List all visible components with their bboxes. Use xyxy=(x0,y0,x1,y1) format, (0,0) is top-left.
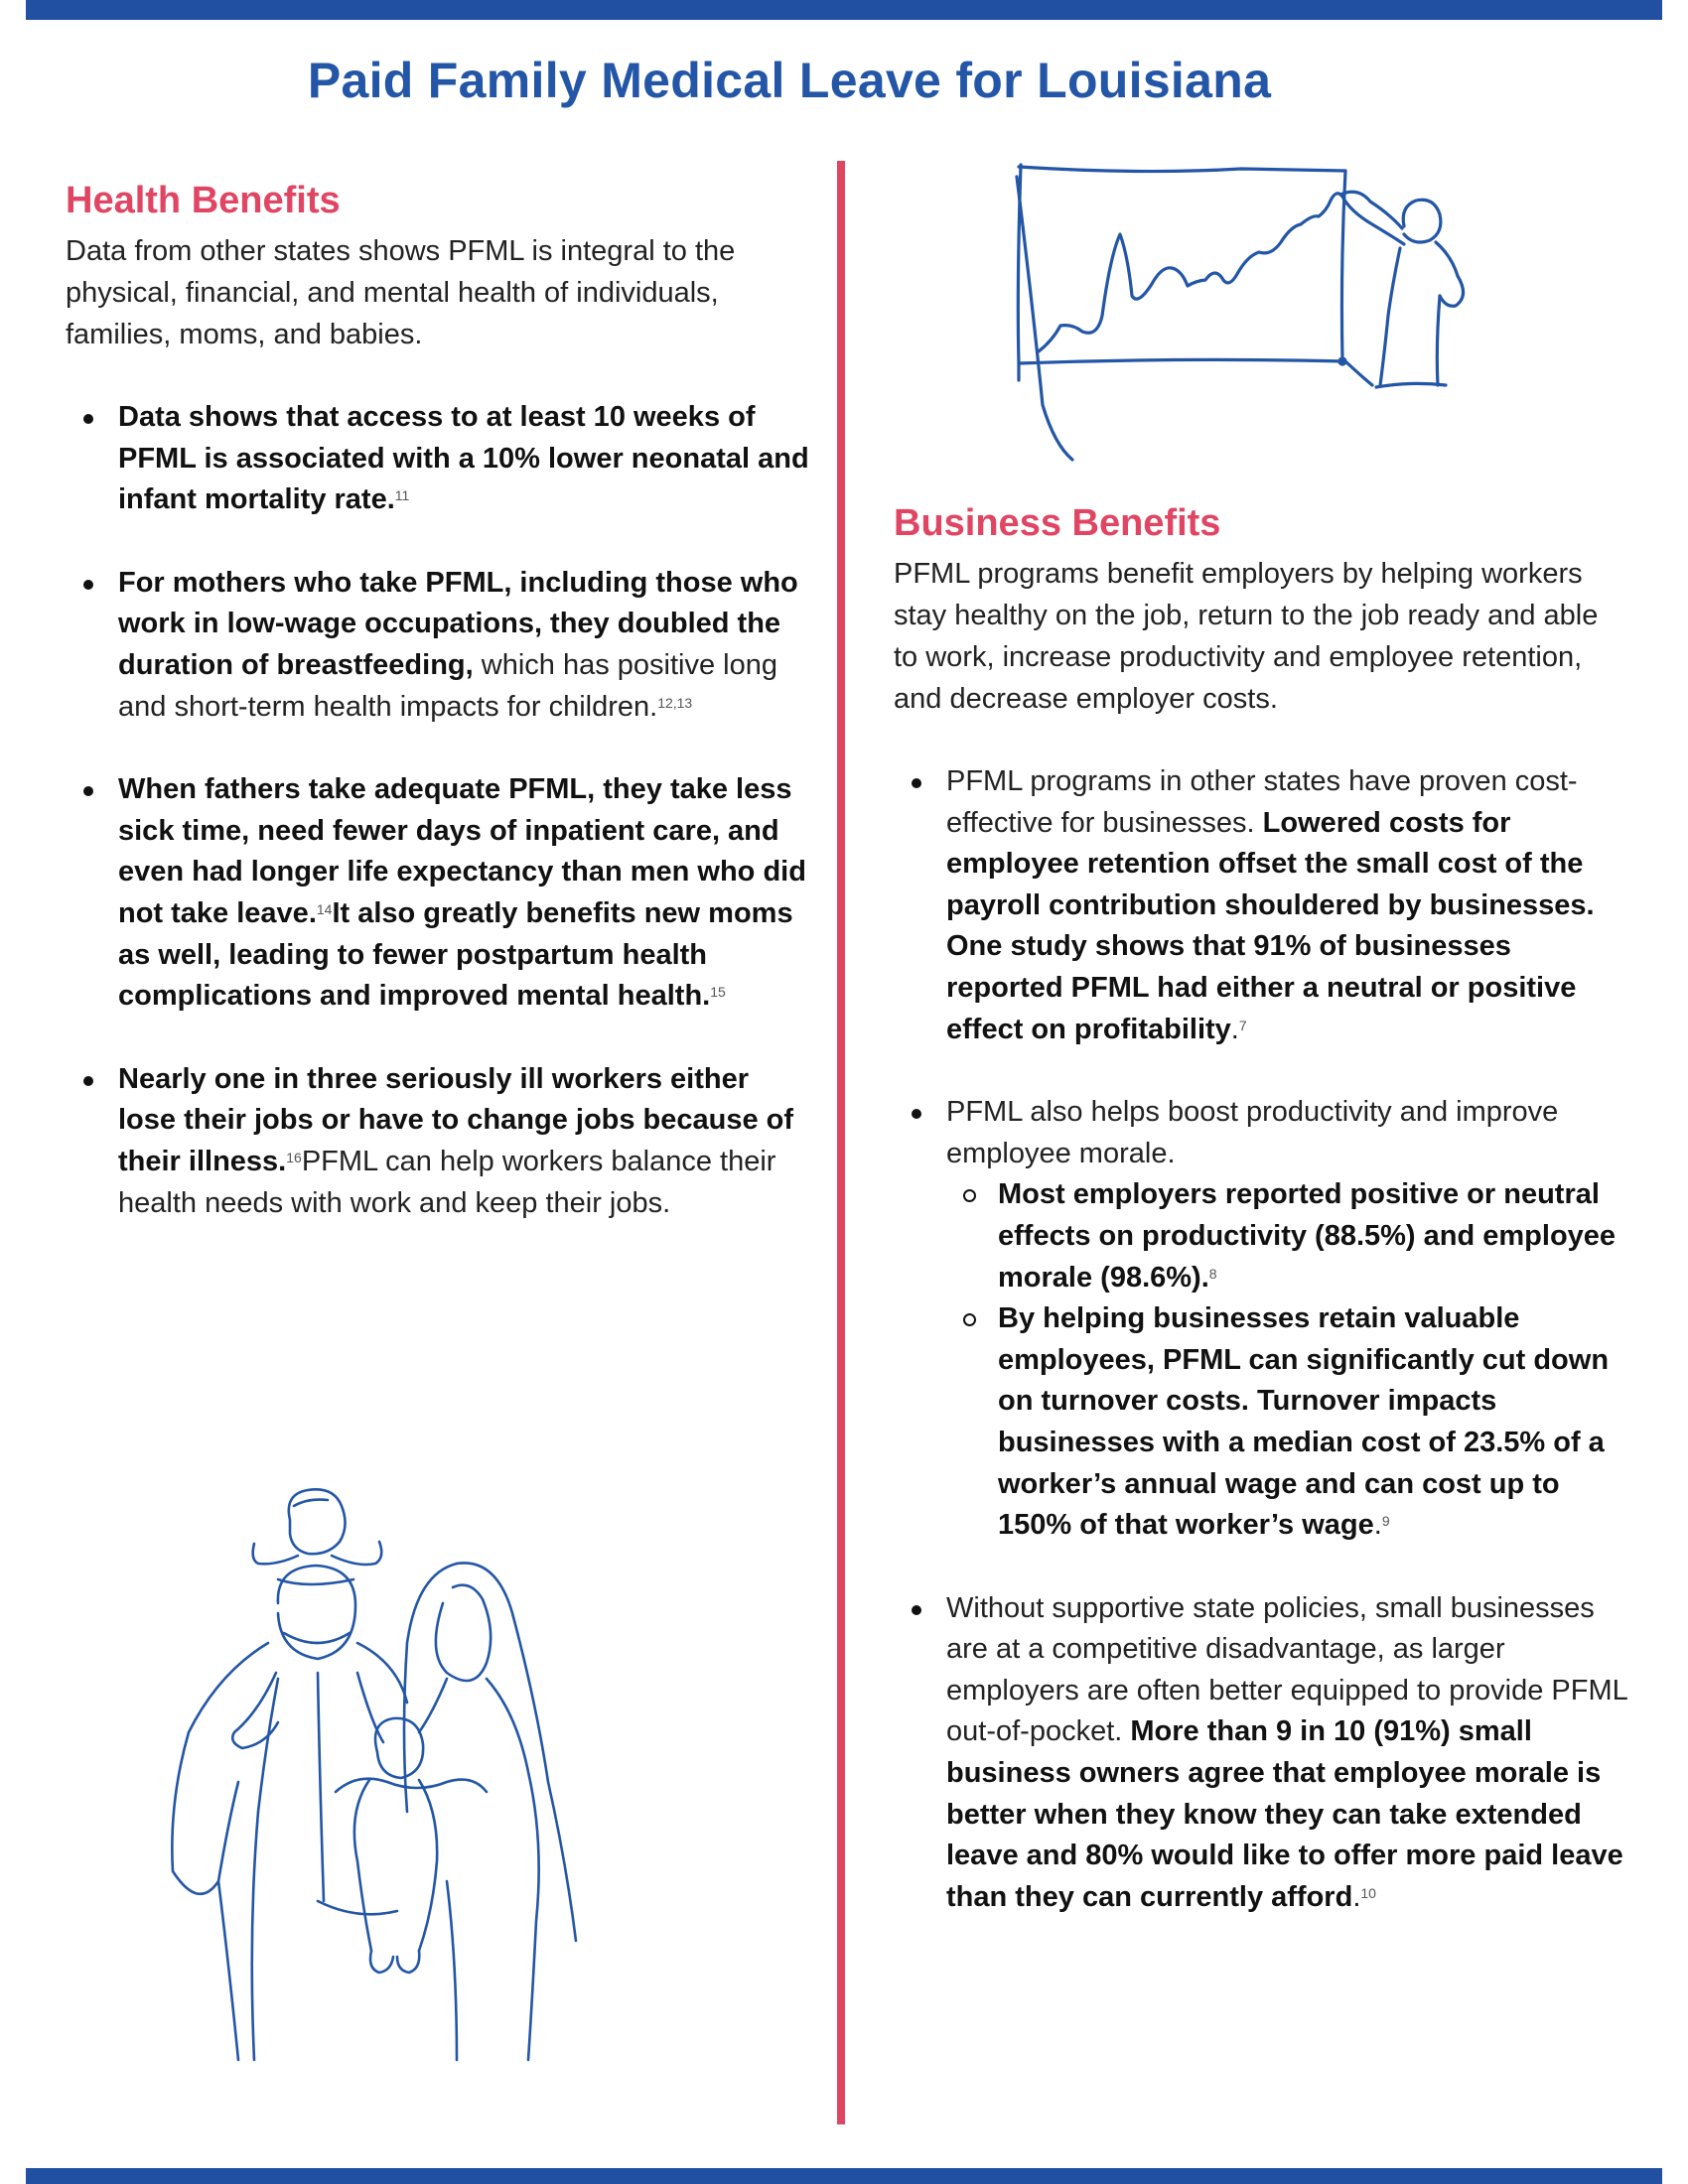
family-illustration xyxy=(159,1484,675,2070)
health-bullet-list xyxy=(66,397,810,1224)
bullet-tail: . xyxy=(1373,1509,1382,1542)
bullet-text: PFML programs in other states have proven cost-effective for businesses. xyxy=(946,765,1578,839)
footnote-ref: 8 xyxy=(1208,1265,1217,1282)
footnote-ref: 14 xyxy=(316,900,333,917)
bullet-bold-text: More than 9 in 10 (91%) small business owners agree that employee morale is better when they know they can take extended leave and 80% would like to offer more paid leave than they can currently afford xyxy=(946,1715,1623,1913)
footnote-ref: 16 xyxy=(286,1149,302,1165)
bullet-bold-text: It also greatly benefits new moms as well, leading to fewer postpartum health complications and improved mental health. xyxy=(118,896,793,1013)
list-item xyxy=(66,563,810,728)
health-intro: Data from other states shows PFML is integral to the physical, financial, and mental health of individuals, families, moms, and babies. xyxy=(66,235,736,350)
business-intro: PFML programs benefit employers by helping workers stay healthy on the job, return to the job ready and able to work, increase productivity and employee retention, and decrease employer costs. xyxy=(894,558,1599,715)
footnote-ref: 7 xyxy=(1238,1017,1247,1033)
page-title: Paid Family Medical Leave for Louisiana xyxy=(307,53,1272,108)
bottom-accent-bar xyxy=(26,2168,1662,2184)
business-bullet-list xyxy=(894,761,1628,1918)
footnote-ref: 15 xyxy=(710,984,726,1001)
bullet-bold-text: When fathers take adequate PFML, they take less sick time, need fewer days of inpatient care, and even had longer life expectancy than men who did not take leave. xyxy=(118,773,806,929)
list-item xyxy=(66,397,810,521)
business-benefits-section xyxy=(894,499,1628,1960)
bullet-text: which has positive long and short-term health impacts for children. xyxy=(118,648,777,723)
bullet-text: PFML can help workers balance their health needs with work and keep their jobs. xyxy=(118,1145,776,1219)
bullet-bold-text: Data shows that access to at least 10 weeks of PFML is associated with a 10% lower neonatal and infant mortality rate. xyxy=(118,401,809,516)
list-item xyxy=(894,1588,1628,1919)
list-item xyxy=(66,1059,810,1224)
presenter-chart-illustration xyxy=(1003,157,1519,465)
top-accent-bar xyxy=(26,0,1662,20)
footnote-ref: 9 xyxy=(1381,1513,1390,1530)
footnote-ref: 11 xyxy=(394,487,410,504)
list-item xyxy=(66,769,810,1018)
bullet-tail: . xyxy=(1230,1013,1239,1045)
list-item xyxy=(894,761,1628,1050)
business-benefits-heading: Business Benefits xyxy=(894,502,1221,544)
footnote-ref: 10 xyxy=(1360,1884,1376,1901)
bullet-text: PFML also helps boost productivity and improve employee morale. xyxy=(946,1096,1559,1169)
bullet-bold-text: Lowered costs for employee retention offset the small cost of the payroll contribution shouldered by businesses. One study shows that 91% of businesses reported PFML had either a neutral or positive effect on profitability xyxy=(946,806,1595,1045)
bullet-tail: . xyxy=(1352,1880,1361,1913)
bullet-bold-text: Most employers reported positive or neutral effects on productivity (88.5%) and employee morale (98.6%). xyxy=(998,1178,1617,1294)
bullet-bold-text: Nearly one in three seriously ill workers either lose their jobs or have to change jobs because of their illness. xyxy=(118,1062,794,1177)
sub-list-item xyxy=(946,1174,1628,1298)
bullet-bold-text: By helping businesses retain valuable employees, PFML can significantly cut down on turnover costs. Turnover impacts businesses with a median cost of 23.5% of a worker’s annual wage and can cost up to 150% of that worker’s wage xyxy=(998,1302,1610,1542)
column-divider xyxy=(837,161,845,2124)
footnote-ref: 12,13 xyxy=(657,694,693,711)
sub-list-item xyxy=(946,1298,1628,1547)
health-benefits-heading: Health Benefits xyxy=(66,180,341,221)
sub-bullet-list xyxy=(946,1174,1628,1546)
bullet-bold-text: For mothers who take PFML, including those who work in low-wage occupations, they doubled the duration of breastfeeding, xyxy=(118,566,798,681)
list-item xyxy=(894,1092,1628,1547)
health-benefits-section xyxy=(66,177,810,1266)
bullet-text: Without supportive state policies, small businesses are at a competitive disadvantage, as larger employers are often better equipped to provide PFML out-of-pocket. xyxy=(946,1591,1627,1748)
